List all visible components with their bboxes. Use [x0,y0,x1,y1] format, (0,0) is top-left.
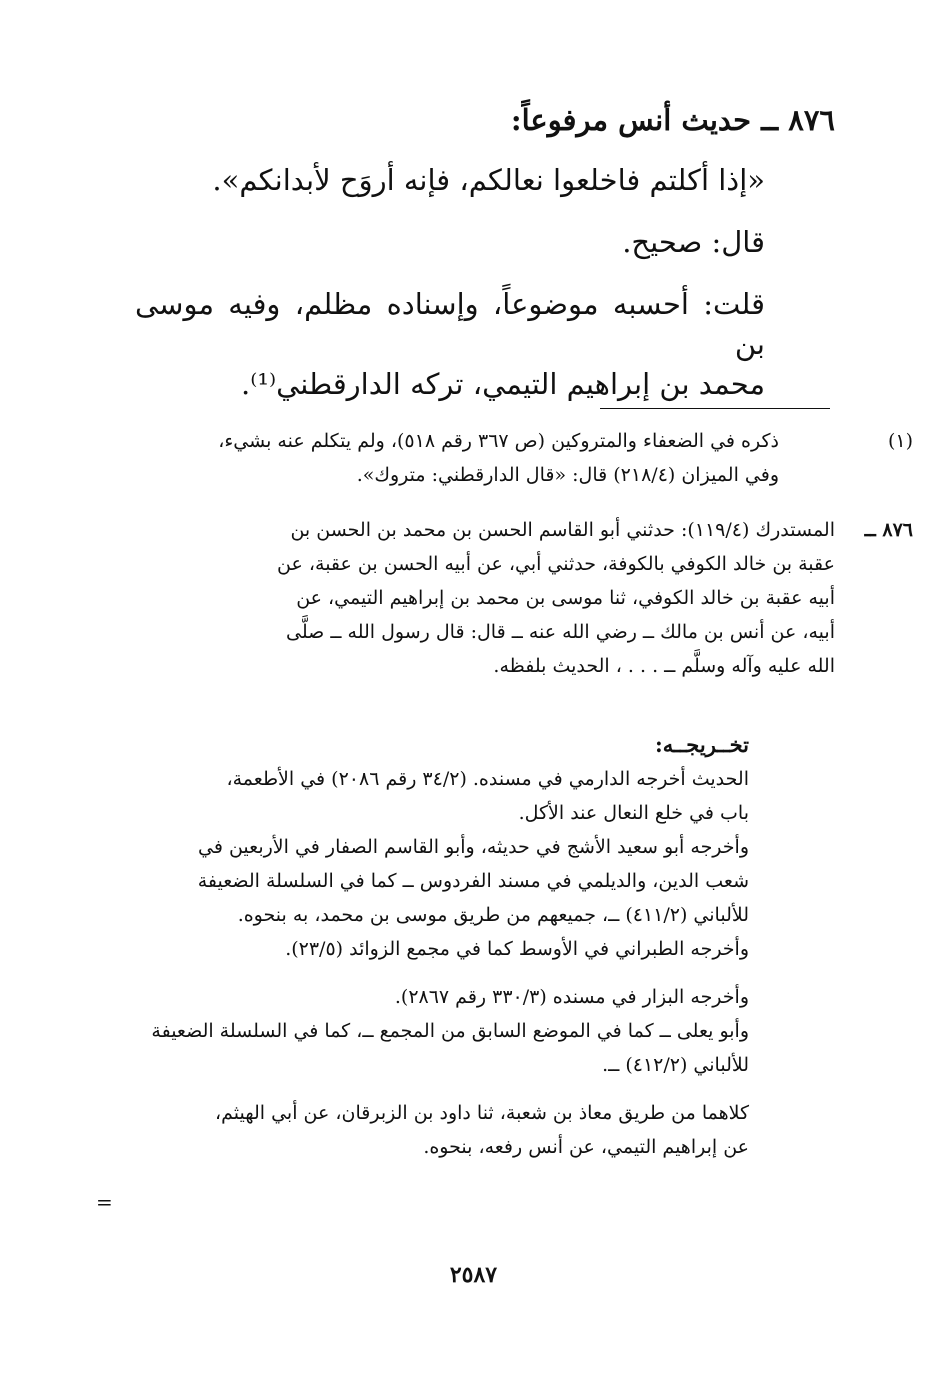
hadith-text: «إذا أكلتم فاخلعوا نعالكم، فإنه أروَح لأبدانكم». [212,163,765,197]
takhrij-section [139,728,749,1164]
continuation-mark: = [96,1190,113,1214]
footnote-line-1: ذكره في الضعفاء والمتروكين (ص ٣٦٧ رقم ٥١٨)، ولم يتكلم عنه بشيء، [218,430,779,452]
section-line: وأخرجه أبو سعيد الأشج في حديثه، وأبو القاسم الصفار في الأربعين في [198,836,749,858]
section-line: للألباني (٤١١/٢) ــ، جميعهم من طريق موسى بن محمد، به بنحوه. [237,904,749,926]
footnote-number: (١) [887,430,913,452]
takhrij-line: أبيه، عن أنس بن مالك ــ رضي الله عنه ــ قال: قال رسول الله ــ صلَّى [286,621,835,643]
main-text [135,100,835,404]
section-line: عن إبراهيم التيمي، عن أنس رفعه، بنحوه. [423,1136,749,1158]
section-line: وأبو يعلى ــ كما في الموضع السابق من المجمع ــ، كما في السلسلة الضعيفة [151,1020,749,1042]
section-line: الحديث أخرجه الدارمي في مسنده. (٣٤/٢ رقم ٢٠٨٦) في الأطعمة، [226,768,749,790]
takhrij-entry [135,513,913,683]
takhrij-line: عقبة بن خالد الكوفي بالكوفة، حدثني أبي، عن أبيه الحسن بن عقبة، عن [277,553,835,575]
takhrij-line: الله عليه وآله وسلَّم ــ . . . ، الحديث بلفظه. [493,655,835,677]
grading-statement: قال: صحيح. [622,225,765,259]
commentary-line-1: قلت: أحسبه موضوعاً، وإسناده مظلم، وفيه موسى بن [135,287,765,361]
takhrij-line: المستدرك (١١٩/٤): حدثني أبو القاسم الحسن بن محمد بن الحسن بن [290,519,835,541]
takhrij-line: أبيه عقبة بن خالد الكوفي، ثنا موسى بن محمد بن إبراهيم التيمي، عن [296,587,835,609]
hadith-heading: ٨٧٦ ــ حديث أنس مرفوعاً: [510,103,835,137]
page-number: ٢٥٨٧ [449,1262,498,1288]
section-line: وأخرجه البزار في مسنده (٣٣٠/٣ رقم ٢٨٦٧). [394,986,749,1008]
section-line: وأخرجه الطبراني في الأوسط كما في مجمع الزوائد (٢٣/٥). [285,938,749,960]
takhrij-number: ٨٧٦ ــ [864,519,913,541]
footnote-divider [600,408,830,409]
section-line: باب في خلع النعال عند الأكل. [518,802,749,824]
section-line: للألباني (٤١٢/٢) ــ. [602,1054,749,1076]
commentary-line-2: محمد بن إبراهيم التيمي، تركه الدارقطني⁽¹⁾. [241,367,765,401]
footnote-line-2: وفي الميزان (٢١٨/٤) قال: «قال الدارقطني: متروك». [356,464,779,486]
section-title: تخــريجــه: [654,732,749,757]
section-line: كلاهما من طريق معاذ بن شعبة، ثنا داود بن الزبرقان، عن أبي الهيثم، [214,1102,749,1124]
footnote [135,424,913,492]
section-line: شعب الدين، والديلمي في مسند الفردوس ــ كما في السلسلة الضعيفة [197,870,749,892]
